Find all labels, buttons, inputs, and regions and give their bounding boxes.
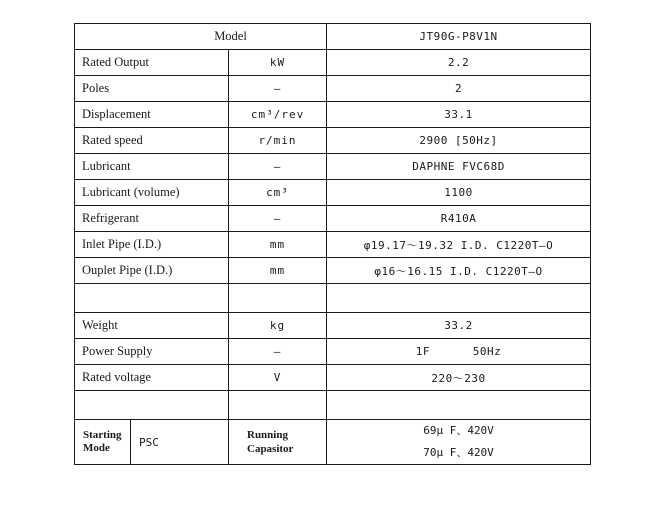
row-label: Ouplet Pipe (I.D.): [75, 258, 229, 284]
table-row: [75, 76, 591, 102]
row-label: Lubricant (volume): [75, 180, 229, 206]
row-value: 2900 [50Hz]: [327, 128, 591, 154]
table-row: [75, 365, 591, 391]
model-row: [75, 24, 591, 50]
table-row: [75, 50, 591, 76]
row-unit: —: [229, 206, 327, 232]
row-unit: V: [229, 365, 327, 391]
row-unit: cm³/rev: [229, 102, 327, 128]
table-row: [75, 313, 591, 339]
motor-row: [75, 420, 591, 465]
row-unit: —: [229, 76, 327, 102]
row-unit: mm: [229, 232, 327, 258]
table-row: [75, 102, 591, 128]
table-row: [75, 180, 591, 206]
table-row: [75, 232, 591, 258]
row-value: 33.1: [327, 102, 591, 128]
table-row: [75, 206, 591, 232]
starting-mode-cell: [75, 420, 229, 465]
row-value: 2.2: [327, 50, 591, 76]
capacitor-value: 69μ F、420V: [423, 424, 494, 437]
blank-row: [75, 284, 591, 313]
capacitor-value: 70μ F、420V: [423, 446, 494, 459]
row-value: φ16〜16.15 I.D. C1220T—O: [327, 258, 591, 284]
blank-cell: [327, 284, 591, 313]
table-row: [75, 128, 591, 154]
row-label: Rated Output: [75, 50, 229, 76]
row-label: Displacement: [75, 102, 229, 128]
row-value: 2: [327, 76, 591, 102]
table-row: [75, 258, 591, 284]
starting-mode-label: Starting Mode: [75, 420, 131, 464]
running-capacitor-values: [327, 420, 591, 465]
blank-cell: [229, 284, 327, 313]
row-unit: kg: [229, 313, 327, 339]
row-unit: mm: [229, 258, 327, 284]
row-label: Lubricant: [75, 154, 229, 180]
running-capacitor-label-cell: [229, 420, 327, 465]
row-value: 1F 50Hz: [327, 339, 591, 365]
blank-cell: [229, 391, 327, 420]
running-capacitor-label: Running Capasitor: [247, 429, 294, 455]
row-unit: —: [229, 154, 327, 180]
row-value: DAPHNE FVC68D: [327, 154, 591, 180]
blank-cell: [327, 391, 591, 420]
row-unit: kW: [229, 50, 327, 76]
row-value: R410A: [327, 206, 591, 232]
blank-cell: [75, 391, 229, 420]
row-label: Rated speed: [75, 128, 229, 154]
row-label: Power Supply: [75, 339, 229, 365]
row-label: Inlet Pipe (I.D.): [75, 232, 229, 258]
blank-row: [75, 391, 591, 420]
row-label: Poles: [75, 76, 229, 102]
starting-mode-value: PSC: [139, 435, 159, 449]
model-value: JT90G-P8V1N: [327, 24, 591, 50]
row-value: 220〜230: [327, 365, 591, 391]
row-label: Rated voltage: [75, 365, 229, 391]
model-label: Model: [75, 24, 327, 50]
row-value: 33.2: [327, 313, 591, 339]
row-value: φ19.17〜19.32 I.D. C1220T—O: [327, 232, 591, 258]
row-label: Refrigerant: [75, 206, 229, 232]
table-row: [75, 154, 591, 180]
row-value: 1100: [327, 180, 591, 206]
row-unit: cm³: [229, 180, 327, 206]
blank-cell: [75, 284, 229, 313]
spec-table: [74, 23, 591, 465]
row-unit: —: [229, 339, 327, 365]
table-row: [75, 339, 591, 365]
row-label: Weight: [75, 313, 229, 339]
row-unit: r/min: [229, 128, 327, 154]
